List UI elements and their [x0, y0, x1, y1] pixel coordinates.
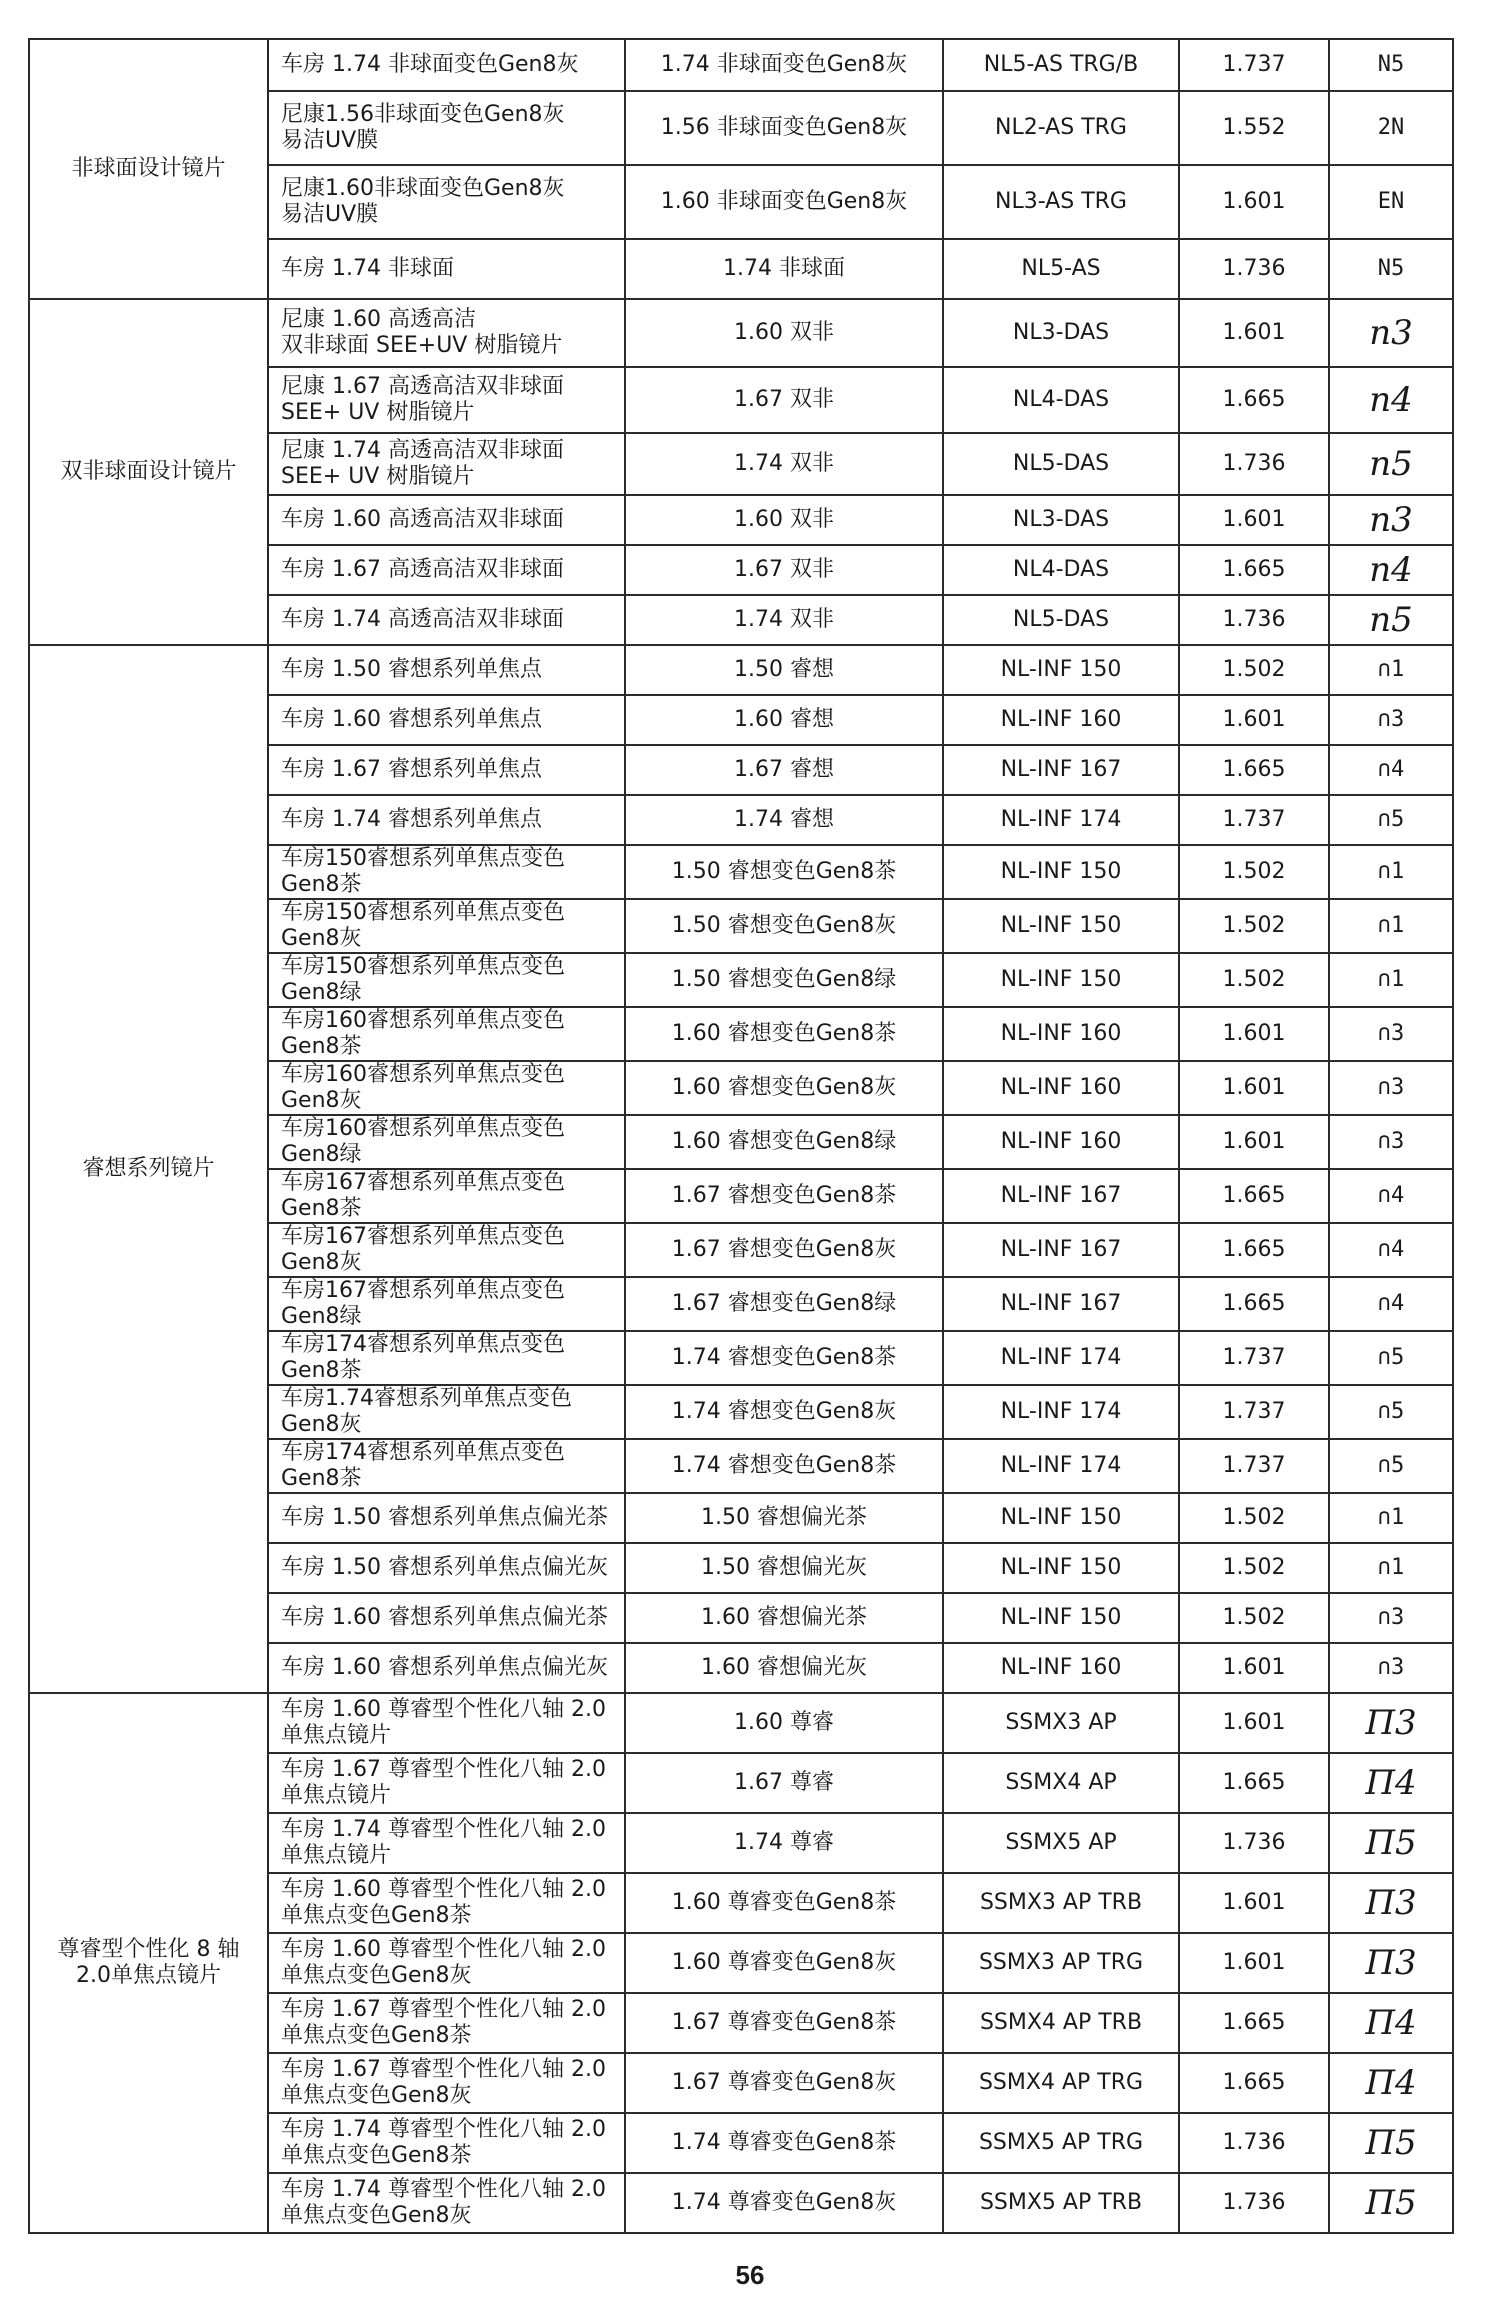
short-name-cell: 1.50 睿想变色Gen8灰 [625, 899, 943, 953]
short-name-cell: 1.74 双非 [625, 433, 943, 495]
table-row [29, 39, 1453, 91]
refractive-index-cell: 1.502 [1179, 1493, 1329, 1543]
product-code-cell: NL-INF 167 [943, 1277, 1179, 1331]
refractive-index-cell: 1.601 [1179, 1693, 1329, 1753]
refractive-index-cell: 1.665 [1179, 1993, 1329, 2053]
product-code-cell: NL-INF 167 [943, 745, 1179, 795]
product-name-cell: 车房 1.74 睿想系列单焦点 [268, 795, 625, 845]
lens-mark-cell: ∩3 [1329, 1007, 1453, 1061]
product-code-cell: NL-INF 174 [943, 1439, 1179, 1493]
refractive-index-cell: 1.601 [1179, 299, 1329, 367]
refractive-index-cell: 1.502 [1179, 953, 1329, 1007]
refractive-index-cell: 1.736 [1179, 2173, 1329, 2233]
lens-mark-cell: Π3 [1329, 1933, 1453, 1993]
product-name-cell: 车房 1.60 尊睿型个性化八轴 2.0 单焦点变色Gen8茶 [268, 1873, 625, 1933]
page-number: 56 [735, 2260, 765, 2290]
short-name-cell: 1.60 睿想偏光茶 [625, 1593, 943, 1643]
product-name-cell: 车房150睿想系列单焦点变色Gen8灰 [268, 899, 625, 953]
lens-mark-cell: n5 [1329, 595, 1453, 645]
product-code-cell: NL5-AS [943, 239, 1179, 299]
lens-mark-cell: Π4 [1329, 1993, 1453, 2053]
lens-table-body [29, 39, 1453, 2233]
short-name-cell: 1.56 非球面变色Gen8灰 [625, 91, 943, 165]
product-name-cell: 车房 1.67 尊睿型个性化八轴 2.0 单焦点镜片 [268, 1753, 625, 1813]
refractive-index-cell: 1.601 [1179, 1007, 1329, 1061]
category-cell: 尊睿型个性化 8 轴 2.0单焦点镜片 [29, 1693, 268, 2233]
refractive-index-cell: 1.601 [1179, 1115, 1329, 1169]
refractive-index-cell: 1.736 [1179, 595, 1329, 645]
refractive-index-cell: 1.552 [1179, 91, 1329, 165]
lens-mark-cell: n3 [1329, 299, 1453, 367]
short-name-cell: 1.74 双非 [625, 595, 943, 645]
refractive-index-cell: 1.736 [1179, 1813, 1329, 1873]
lens-mark-cell: ∩4 [1329, 745, 1453, 795]
lens-mark-cell: Π5 [1329, 2113, 1453, 2173]
product-code-cell: NL-INF 160 [943, 1643, 1179, 1693]
refractive-index-cell: 1.665 [1179, 1223, 1329, 1277]
short-name-cell: 1.60 双非 [625, 495, 943, 545]
short-name-cell: 1.67 双非 [625, 367, 943, 433]
short-name-cell: 1.67 尊睿 [625, 1753, 943, 1813]
short-name-cell: 1.60 睿想变色Gen8灰 [625, 1061, 943, 1115]
product-name-cell: 车房167睿想系列单焦点变色Gen8绿 [268, 1277, 625, 1331]
product-name-cell: 车房 1.74 非球面变色Gen8灰 [268, 39, 625, 91]
product-name-cell: 尼康1.56非球面变色Gen8灰 易洁UV膜 [268, 91, 625, 165]
lens-mark-cell: ∩5 [1329, 1331, 1453, 1385]
lens-mark-cell: ∩5 [1329, 1385, 1453, 1439]
product-code-cell: NL-INF 150 [943, 953, 1179, 1007]
lens-mark-cell: ∩4 [1329, 1277, 1453, 1331]
refractive-index-cell: 1.665 [1179, 367, 1329, 433]
product-code-cell: NL-INF 150 [943, 1543, 1179, 1593]
lens-mark-cell: ∩3 [1329, 1115, 1453, 1169]
category-cell: 非球面设计镜片 [29, 39, 268, 299]
lens-mark-cell: Π3 [1329, 1693, 1453, 1753]
product-name-cell: 尼康 1.67 高透高洁双非球面 SEE+ UV 树脂镜片 [268, 367, 625, 433]
product-code-cell: NL3-DAS [943, 299, 1179, 367]
product-name-cell: 车房 1.74 尊睿型个性化八轴 2.0 单焦点变色Gen8茶 [268, 2113, 625, 2173]
short-name-cell: 1.74 非球面变色Gen8灰 [625, 39, 943, 91]
product-code-cell: NL5-DAS [943, 433, 1179, 495]
lens-mark-cell: Π5 [1329, 1813, 1453, 1873]
short-name-cell: 1.67 睿想 [625, 745, 943, 795]
refractive-index-cell: 1.736 [1179, 239, 1329, 299]
product-code-cell: NL4-DAS [943, 367, 1179, 433]
short-name-cell: 1.67 尊睿变色Gen8茶 [625, 1993, 943, 2053]
refractive-index-cell: 1.665 [1179, 545, 1329, 595]
short-name-cell: 1.50 睿想 [625, 645, 943, 695]
product-name-cell: 车房 1.67 高透高洁双非球面 [268, 545, 625, 595]
lens-mark-cell: ∩3 [1329, 1061, 1453, 1115]
short-name-cell: 1.60 尊睿变色Gen8茶 [625, 1873, 943, 1933]
product-name-cell: 车房 1.60 尊睿型个性化八轴 2.0 单焦点变色Gen8灰 [268, 1933, 625, 1993]
lens-mark-cell: ∩1 [1329, 899, 1453, 953]
refractive-index-cell: 1.601 [1179, 1643, 1329, 1693]
product-code-cell: NL-INF 174 [943, 1385, 1179, 1439]
lens-spec-table [28, 38, 1454, 2234]
lens-mark-cell: Π4 [1329, 2053, 1453, 2113]
product-name-cell: 车房160睿想系列单焦点变色Gen8绿 [268, 1115, 625, 1169]
lens-mark-cell: n3 [1329, 495, 1453, 545]
refractive-index-cell: 1.665 [1179, 745, 1329, 795]
refractive-index-cell: 1.601 [1179, 165, 1329, 239]
lens-mark-cell: ∩5 [1329, 1439, 1453, 1493]
lens-mark-cell: Π5 [1329, 2173, 1453, 2233]
category-cell: 睿想系列镜片 [29, 645, 268, 1693]
refractive-index-cell: 1.502 [1179, 1593, 1329, 1643]
product-name-cell: 车房160睿想系列单焦点变色Gen8茶 [268, 1007, 625, 1061]
product-code-cell: NL-INF 150 [943, 1493, 1179, 1543]
product-code-cell: NL-INF 160 [943, 1061, 1179, 1115]
refractive-index-cell: 1.736 [1179, 433, 1329, 495]
product-code-cell: NL-INF 150 [943, 645, 1179, 695]
short-name-cell: 1.60 尊睿变色Gen8灰 [625, 1933, 943, 1993]
short-name-cell: 1.60 尊睿 [625, 1693, 943, 1753]
product-name-cell: 车房1.74睿想系列单焦点变色Gen8灰 [268, 1385, 625, 1439]
product-name-cell: 车房 1.60 睿想系列单焦点偏光灰 [268, 1643, 625, 1693]
product-name-cell: 车房 1.50 睿想系列单焦点 [268, 645, 625, 695]
lens-mark-cell: ∩3 [1329, 695, 1453, 745]
product-code-cell: NL-INF 160 [943, 695, 1179, 745]
refractive-index-cell: 1.665 [1179, 2053, 1329, 2113]
product-name-cell: 车房 1.67 尊睿型个性化八轴 2.0 单焦点变色Gen8灰 [268, 2053, 625, 2113]
product-name-cell: 车房 1.74 尊睿型个性化八轴 2.0 单焦点变色Gen8灰 [268, 2173, 625, 2233]
product-name-cell: 车房 1.74 高透高洁双非球面 [268, 595, 625, 645]
refractive-index-cell: 1.601 [1179, 495, 1329, 545]
lens-mark-cell: 2N [1329, 91, 1453, 165]
short-name-cell: 1.74 非球面 [625, 239, 943, 299]
refractive-index-cell: 1.601 [1179, 695, 1329, 745]
product-name-cell: 车房167睿想系列单焦点变色Gen8灰 [268, 1223, 625, 1277]
lens-mark-cell: N5 [1329, 39, 1453, 91]
refractive-index-cell: 1.737 [1179, 1331, 1329, 1385]
refractive-index-cell: 1.665 [1179, 1277, 1329, 1331]
category-cell: 双非球面设计镜片 [29, 299, 268, 645]
refractive-index-cell: 1.665 [1179, 1169, 1329, 1223]
product-name-cell: 车房 1.60 睿想系列单焦点 [268, 695, 625, 745]
product-name-cell: 车房 1.74 尊睿型个性化八轴 2.0 单焦点镜片 [268, 1813, 625, 1873]
short-name-cell: 1.60 睿想变色Gen8绿 [625, 1115, 943, 1169]
lens-mark-cell: EN [1329, 165, 1453, 239]
product-code-cell: SSMX5 AP [943, 1813, 1179, 1873]
short-name-cell: 1.67 睿想变色Gen8绿 [625, 1277, 943, 1331]
short-name-cell: 1.74 尊睿变色Gen8茶 [625, 2113, 943, 2173]
short-name-cell: 1.50 睿想变色Gen8绿 [625, 953, 943, 1007]
lens-mark-cell: n4 [1329, 545, 1453, 595]
short-name-cell: 1.60 睿想偏光灰 [625, 1643, 943, 1693]
product-name-cell: 尼康 1.74 高透高洁双非球面 SEE+ UV 树脂镜片 [268, 433, 625, 495]
refractive-index-cell: 1.737 [1179, 1385, 1329, 1439]
product-code-cell: SSMX4 AP TRB [943, 1993, 1179, 2053]
short-name-cell: 1.74 睿想变色Gen8灰 [625, 1385, 943, 1439]
product-name-cell: 车房 1.67 睿想系列单焦点 [268, 745, 625, 795]
product-code-cell: NL-INF 167 [943, 1223, 1179, 1277]
lens-mark-cell: ∩5 [1329, 795, 1453, 845]
short-name-cell: 1.67 睿想变色Gen8茶 [625, 1169, 943, 1223]
short-name-cell: 1.60 非球面变色Gen8灰 [625, 165, 943, 239]
product-name-cell: 车房 1.50 睿想系列单焦点偏光茶 [268, 1493, 625, 1543]
lens-mark-cell: N5 [1329, 239, 1453, 299]
short-name-cell: 1.50 睿想偏光灰 [625, 1543, 943, 1593]
product-code-cell: SSMX5 AP TRG [943, 2113, 1179, 2173]
lens-mark-cell: ∩1 [1329, 953, 1453, 1007]
lens-mark-cell: ∩1 [1329, 645, 1453, 695]
table-row [29, 1693, 1453, 1753]
product-name-cell: 尼康1.60非球面变色Gen8灰 易洁UV膜 [268, 165, 625, 239]
product-name-cell: 车房160睿想系列单焦点变色Gen8灰 [268, 1061, 625, 1115]
product-code-cell: NL-INF 174 [943, 795, 1179, 845]
product-code-cell: NL3-DAS [943, 495, 1179, 545]
product-code-cell: NL-INF 150 [943, 1593, 1179, 1643]
short-name-cell: 1.50 睿想偏光茶 [625, 1493, 943, 1543]
lens-mark-cell: ∩3 [1329, 1643, 1453, 1693]
short-name-cell: 1.60 睿想 [625, 695, 943, 745]
refractive-index-cell: 1.737 [1179, 1439, 1329, 1493]
short-name-cell: 1.67 双非 [625, 545, 943, 595]
short-name-cell: 1.67 睿想变色Gen8灰 [625, 1223, 943, 1277]
product-code-cell: SSMX4 AP TRG [943, 2053, 1179, 2113]
short-name-cell: 1.74 睿想变色Gen8茶 [625, 1439, 943, 1493]
product-name-cell: 车房174睿想系列单焦点变色Gen8茶 [268, 1331, 625, 1385]
short-name-cell: 1.74 尊睿变色Gen8灰 [625, 2173, 943, 2233]
product-name-cell: 车房 1.67 尊睿型个性化八轴 2.0 单焦点变色Gen8茶 [268, 1993, 625, 2053]
product-name-cell: 车房 1.74 非球面 [268, 239, 625, 299]
short-name-cell: 1.50 睿想变色Gen8茶 [625, 845, 943, 899]
product-name-cell: 车房 1.60 睿想系列单焦点偏光茶 [268, 1593, 625, 1643]
lens-mark-cell: ∩1 [1329, 1493, 1453, 1543]
refractive-index-cell: 1.601 [1179, 1061, 1329, 1115]
lens-mark-cell: ∩1 [1329, 845, 1453, 899]
product-code-cell: NL-INF 174 [943, 1331, 1179, 1385]
product-code-cell: NL-INF 150 [943, 899, 1179, 953]
lens-mark-cell: n5 [1329, 433, 1453, 495]
product-name-cell: 车房 1.50 睿想系列单焦点偏光灰 [268, 1543, 625, 1593]
refractive-index-cell: 1.737 [1179, 795, 1329, 845]
product-code-cell: SSMX3 AP TRG [943, 1933, 1179, 1993]
lens-mark-cell: ∩1 [1329, 1543, 1453, 1593]
product-code-cell: NL-INF 160 [943, 1115, 1179, 1169]
lens-mark-cell: Π3 [1329, 1873, 1453, 1933]
product-code-cell: SSMX3 AP TRB [943, 1873, 1179, 1933]
refractive-index-cell: 1.665 [1179, 1753, 1329, 1813]
product-name-cell: 尼康 1.60 高透高洁 双非球面 SEE+UV 树脂镜片 [268, 299, 625, 367]
product-code-cell: NL-INF 167 [943, 1169, 1179, 1223]
product-name-cell: 车房167睿想系列单焦点变色Gen8茶 [268, 1169, 625, 1223]
short-name-cell: 1.60 睿想变色Gen8茶 [625, 1007, 943, 1061]
short-name-cell: 1.67 尊睿变色Gen8灰 [625, 2053, 943, 2113]
product-name-cell: 车房 1.60 尊睿型个性化八轴 2.0 单焦点镜片 [268, 1693, 625, 1753]
product-code-cell: NL5-AS TRG/B [943, 39, 1179, 91]
refractive-index-cell: 1.601 [1179, 1933, 1329, 1993]
short-name-cell: 1.60 双非 [625, 299, 943, 367]
product-code-cell: NL5-DAS [943, 595, 1179, 645]
lens-mark-cell: ∩3 [1329, 1593, 1453, 1643]
table-row [29, 645, 1453, 695]
lens-mark-cell: n4 [1329, 367, 1453, 433]
short-name-cell: 1.74 尊睿 [625, 1813, 943, 1873]
table-row [29, 299, 1453, 367]
product-code-cell: NL3-AS TRG [943, 165, 1179, 239]
refractive-index-cell: 1.601 [1179, 1873, 1329, 1933]
product-name-cell: 车房174睿想系列单焦点变色Gen8茶 [268, 1439, 625, 1493]
refractive-index-cell: 1.502 [1179, 845, 1329, 899]
product-code-cell: NL2-AS TRG [943, 91, 1179, 165]
lens-mark-cell: Π4 [1329, 1753, 1453, 1813]
lens-mark-cell: ∩4 [1329, 1223, 1453, 1277]
product-code-cell: NL4-DAS [943, 545, 1179, 595]
lens-mark-cell: ∩4 [1329, 1169, 1453, 1223]
short-name-cell: 1.74 睿想变色Gen8茶 [625, 1331, 943, 1385]
product-code-cell: SSMX4 AP [943, 1753, 1179, 1813]
refractive-index-cell: 1.502 [1179, 645, 1329, 695]
product-name-cell: 车房150睿想系列单焦点变色Gen8绿 [268, 953, 625, 1007]
product-code-cell: NL-INF 150 [943, 845, 1179, 899]
product-name-cell: 车房150睿想系列单焦点变色Gen8茶 [268, 845, 625, 899]
refractive-index-cell: 1.736 [1179, 2113, 1329, 2173]
refractive-index-cell: 1.502 [1179, 1543, 1329, 1593]
refractive-index-cell: 1.502 [1179, 899, 1329, 953]
product-code-cell: SSMX5 AP TRB [943, 2173, 1179, 2233]
product-code-cell: SSMX3 AP [943, 1693, 1179, 1753]
product-name-cell: 车房 1.60 高透高洁双非球面 [268, 495, 625, 545]
refractive-index-cell: 1.737 [1179, 39, 1329, 91]
short-name-cell: 1.74 睿想 [625, 795, 943, 845]
product-code-cell: NL-INF 160 [943, 1007, 1179, 1061]
